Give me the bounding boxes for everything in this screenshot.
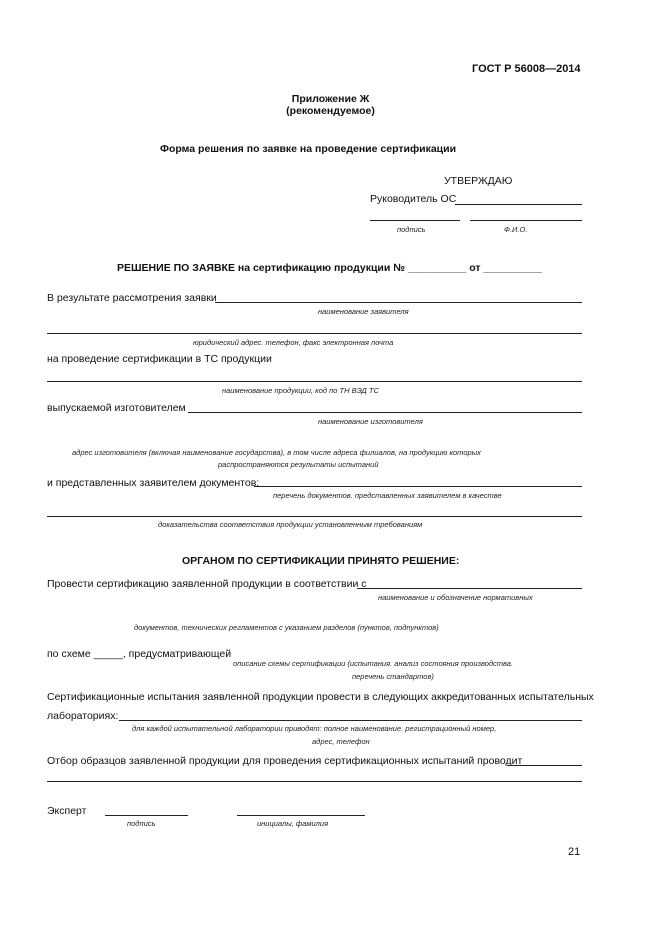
standard-number: ГОСТ Р 56008—2014 bbox=[472, 63, 581, 75]
documents-label: и представленных заявителем документов: bbox=[47, 477, 260, 489]
decision-heading-text: РЕШЕНИЕ ПО ЗАЯВКЕ на сертификацию продукции № bbox=[117, 262, 405, 274]
manufacturer-line[interactable] bbox=[188, 412, 582, 413]
scheme-label: по схеме _____, предусматривающей bbox=[47, 648, 232, 660]
expert-signature-caption: подпись bbox=[127, 819, 156, 828]
expert-name-line[interactable] bbox=[237, 815, 365, 816]
lab-caption-2: адрес, телефон bbox=[312, 737, 370, 746]
expert-label: Эксперт bbox=[47, 805, 87, 817]
decision-from-label: от bbox=[469, 262, 481, 274]
manufacturer-address-caption-2: распространяются результаты испытаний bbox=[218, 460, 379, 469]
labs-line[interactable] bbox=[119, 720, 582, 721]
applicant-caption: наименование заявителя bbox=[318, 307, 409, 316]
approval-signature-line[interactable] bbox=[370, 220, 460, 221]
product-line[interactable] bbox=[47, 381, 582, 382]
manufacturer-address-caption-1: адрес изготовителя (включая наименование государства), в том числе адреса филиалов, на продукцию которых bbox=[72, 448, 481, 457]
documents-caption-1: перечень документов. представленных заявителем в качестве bbox=[273, 491, 502, 500]
decision-number-blank[interactable]: __________ bbox=[407, 262, 467, 274]
head-signature-line[interactable] bbox=[455, 204, 582, 205]
documents-line[interactable] bbox=[254, 486, 582, 487]
documents-line-2[interactable] bbox=[47, 516, 582, 517]
manufacturer-caption: наименование изготовителя bbox=[318, 417, 423, 426]
approve-label: УТВЕРЖДАЮ bbox=[444, 175, 513, 187]
manufacturer-label: выпускаемой изготовителем bbox=[47, 402, 186, 414]
scheme-caption-2: перечень стандартов) bbox=[352, 672, 434, 681]
body-decision-heading: ОРГАНОМ ПО СЕРТИФИКАЦИИ ПРИНЯТО РЕШЕНИЕ: bbox=[182, 555, 460, 567]
form-title: Форма решения по заявке на проведение сертификации bbox=[160, 143, 457, 155]
lab-caption-1: для каждой испытательной лаборатории приводят: полное наименование. регистрационный номер, bbox=[132, 724, 497, 733]
applicant-contacts-caption: юридический адрес. телефон, факс электронная почта bbox=[193, 338, 394, 347]
approval-signature-caption: подпись bbox=[397, 225, 426, 234]
product-caption: наименование продукции, код по ТН ВЭД ТС bbox=[222, 386, 379, 395]
sampling-line-2[interactable] bbox=[47, 781, 582, 782]
norm-caption-2: документов, технических регламентов с указанием разделов (пунктов, подпунктов) bbox=[134, 623, 439, 632]
norm-docs-line[interactable] bbox=[357, 588, 582, 589]
approval-name-caption: Ф.И.О. bbox=[504, 225, 528, 234]
applicant-contacts-line[interactable] bbox=[47, 333, 582, 334]
appendix-title: Приложение Ж bbox=[291, 93, 370, 105]
product-label: на проведение сертификации в ТС продукции bbox=[47, 353, 272, 365]
page-number: 21 bbox=[568, 846, 581, 858]
applicant-name-line[interactable] bbox=[215, 302, 582, 303]
documents-caption-2: доказательства соответствия продукции установленным требованиям bbox=[158, 520, 423, 529]
expert-signature-line[interactable] bbox=[105, 815, 188, 816]
expert-name-caption: инициалы, фамилия bbox=[257, 819, 329, 828]
scheme-caption-1: описание схемы сертификации (испытания. анализ состояния производства. bbox=[233, 659, 514, 668]
sampling-line[interactable] bbox=[507, 765, 582, 766]
sampling-label: Отбор образцов заявленной продукции для проведения сертификационных испытаний проводит bbox=[47, 755, 523, 767]
decision-date-blank[interactable]: __________ bbox=[483, 262, 542, 274]
review-label: В результате рассмотрения заявки bbox=[47, 292, 217, 304]
approval-name-line[interactable] bbox=[470, 220, 582, 221]
tests-label-2: лабораториях: bbox=[47, 710, 119, 722]
norm-caption-1: наименование и обозначение нормативных bbox=[378, 593, 533, 602]
tests-label-1: Сертификационные испытания заявленной продукции провести в следующих аккредитованных испытательных bbox=[47, 691, 594, 703]
decision-heading bbox=[117, 262, 542, 275]
appendix-type: (рекомендуемое) bbox=[286, 105, 375, 117]
head-label: Руководитель ОС bbox=[370, 193, 457, 205]
certify-label: Провести сертификацию заявленной продукции в соответствии с bbox=[47, 578, 367, 590]
